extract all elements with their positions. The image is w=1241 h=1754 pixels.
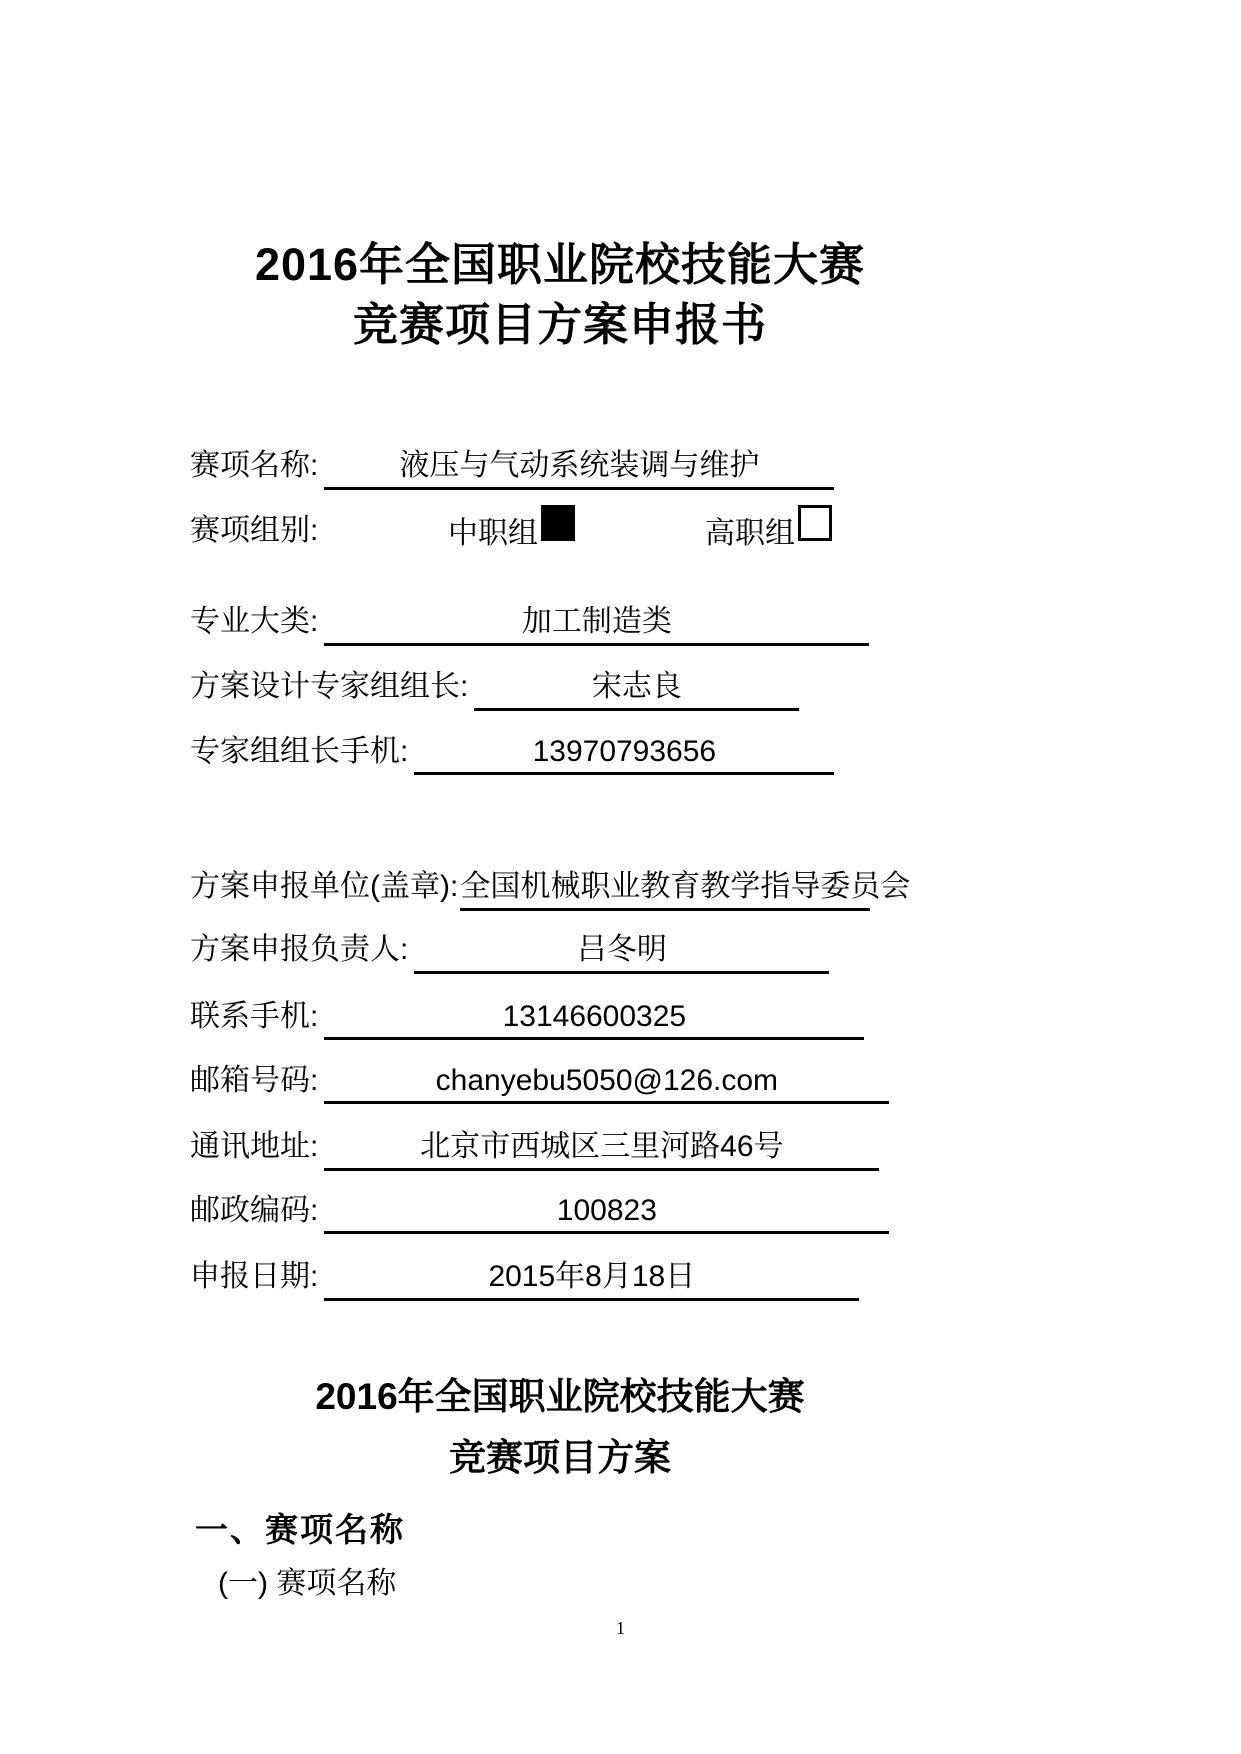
field-value: 100823	[556, 1194, 657, 1227]
option-label: 高职组	[705, 517, 795, 550]
field-underline	[324, 1064, 889, 1104]
field-underline	[324, 1000, 864, 1040]
field-value: 液压与气动系统装调与维护	[399, 449, 760, 482]
field-underline	[324, 440, 834, 490]
field-underline	[324, 596, 869, 646]
field-label: 专业大类:	[190, 605, 319, 638]
field-row-applicant-person	[190, 924, 950, 974]
field-label: 通讯地址:	[190, 1130, 319, 1163]
field-label: 赛项名称:	[190, 449, 319, 482]
option-secondary-vocational	[448, 505, 575, 552]
field-row-contact-phone	[190, 991, 950, 1040]
checkbox-checked-icon	[541, 505, 575, 541]
field-row-major-category	[190, 596, 950, 646]
field-underline	[414, 735, 834, 775]
field-value: 北京市西城区三里河路46号	[420, 1130, 784, 1163]
document-title-line2: 竞赛项目方案申报书	[352, 299, 767, 350]
field-row-expert-leader	[190, 661, 950, 711]
field-value: 2015年8月18日	[488, 1260, 696, 1293]
field-row-event-group	[190, 505, 950, 549]
field-underline	[474, 661, 799, 711]
field-underline	[460, 861, 911, 911]
checkbox-unchecked-icon	[798, 505, 832, 541]
section-item-event-name-heading: 一、赛项名称	[195, 1511, 405, 1548]
field-row-address	[190, 1121, 950, 1171]
field-label: 申报日期:	[190, 1260, 319, 1293]
field-row-expert-phone	[190, 726, 950, 775]
field-underline	[324, 1121, 879, 1171]
field-label: 方案申报单位(盖章):	[190, 870, 459, 903]
field-underline	[324, 1251, 859, 1301]
field-label: 专家组组长手机:	[190, 735, 409, 768]
field-label: 方案设计专家组组长:	[190, 670, 469, 703]
section-heading-line2: 竞赛项目方案	[449, 1437, 671, 1478]
field-label: 邮箱号码:	[190, 1064, 319, 1097]
option-label: 中职组	[448, 517, 538, 550]
section-subitem-event-name: (一) 赛项名称	[218, 1567, 397, 1600]
field-label: 赛项组别:	[190, 514, 319, 547]
section-heading-line1: 2016年全国职业院校技能大赛	[315, 1376, 805, 1417]
document-title-line1: 2016年全国职业院校技能大赛	[254, 239, 866, 290]
field-row-applicant-unit	[190, 861, 950, 911]
field-label: 方案申报负责人:	[190, 933, 409, 966]
field-value: chanyebu5050@126.com	[435, 1064, 779, 1097]
field-underline	[414, 924, 829, 974]
page-number: 1	[616, 1618, 625, 1638]
field-row-postal-code	[190, 1185, 950, 1234]
field-label: 邮政编码:	[190, 1194, 319, 1227]
option-higher-vocational	[705, 505, 832, 552]
field-value: 吕冬明	[576, 933, 667, 966]
field-label: 联系手机:	[190, 1000, 319, 1033]
field-value: 13146600325	[502, 1000, 687, 1033]
field-row-event-name	[190, 440, 950, 490]
field-row-email	[190, 1055, 950, 1104]
field-value: 加工制造类	[521, 605, 672, 638]
field-row-application-date	[190, 1251, 950, 1301]
field-value: 宋志良	[591, 670, 682, 703]
field-underline	[324, 1194, 889, 1234]
field-value: 13970793656	[532, 735, 717, 768]
field-value: 全国机械职业教育教学指导委员会	[460, 870, 911, 903]
